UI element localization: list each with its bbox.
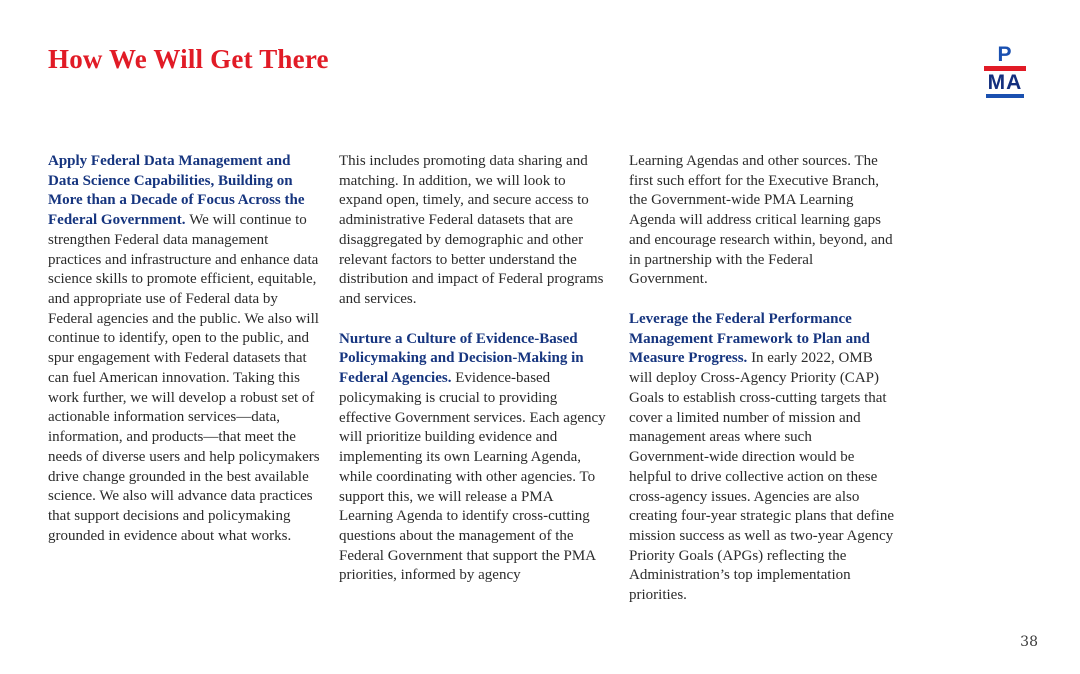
pma-logo-letter-p: P	[997, 43, 1013, 66]
paragraph-text: Learning Agendas and other sources. The first such effort for the Executive Branch, the Government-wide PMA Learning Agenda will address critical learning gaps and encourage research within, beyond, and in partnership with the Federal Government.	[629, 153, 893, 288]
paragraph	[48, 152, 324, 546]
pma-logo-letters-ma: MA	[987, 71, 1023, 94]
column-2	[339, 152, 607, 626]
section-heading-evidence-policymaking: Nurture a Culture of Evidence-Based Policymaking and Decision-Making in Federal Agencies.	[339, 330, 584, 387]
page-header	[48, 44, 1032, 98]
paragraph	[629, 310, 895, 606]
column-1	[48, 152, 324, 626]
paragraph-text: We will continue to strengthen Federal data management practices and infrastructure and enhance data science skills to promote efficient, equitable, and appropriate use of Federal data by Federal agencies and the public. We also will continue to identify, open to the public, and spur engagement with Federal datasets that can fuel American innovation. Taking this work further, we will develop a robust set of actionable information services—data, information, and products—that meet the needs of diverse users and help policymakers drive change grounded in the best available science. We also will advance data practices that support decisions and policymaking grounded in evidence about what works.	[48, 212, 320, 544]
paragraph-text: In early 2022, OMB will deploy Cross-Agency Priority (CAP) Goals to establish cross-cutting targets that cover a limited number of mission and management areas where such Government-wide direction would be helpful to drive collective action on these cross-agency issues. Agencies are also creating four-year strategic plans that define mission success as well as two-year Agency Priority Goals (APGs) reflecting the Administration’s top implementation priorities.	[629, 350, 894, 604]
paragraph	[339, 152, 607, 310]
paragraph-text: This includes promoting data sharing and matching. In addition, we will look to expand open, timely, and secure access to administrative Federal datasets that are disaggregated by demographic and other relevant factors to better understand the distribution and impact of Federal programs and services.	[339, 153, 604, 308]
section-heading-data-management: Apply Federal Data Management and Data Science Capabilities, Building on More than a Decade of Focus Across the Federal Government.	[48, 153, 305, 229]
page-number: 38	[1020, 634, 1038, 650]
pma-logo-blue-bar	[986, 94, 1024, 98]
text-columns	[48, 152, 904, 626]
section-heading-performance-framework: Leverage the Federal Performance Management Framework to Plan and Measure Progress.	[629, 311, 870, 367]
pma-logo	[980, 44, 1030, 98]
column-3	[629, 152, 895, 626]
paragraph	[339, 330, 607, 586]
page-title: How We Will Get There	[48, 44, 329, 74]
paragraph-text: Evidence-based policymaking is crucial to providing effective Government services. Each agency will prioritize building evidence and implementing its own Learning Agenda, while coordinating with other agencies. To support this, we will release a PMA Learning Agenda to identify cross-cutting questions about the management of the Federal Government that support the PMA priorities, informed by agency	[339, 370, 606, 584]
paragraph	[629, 152, 895, 290]
